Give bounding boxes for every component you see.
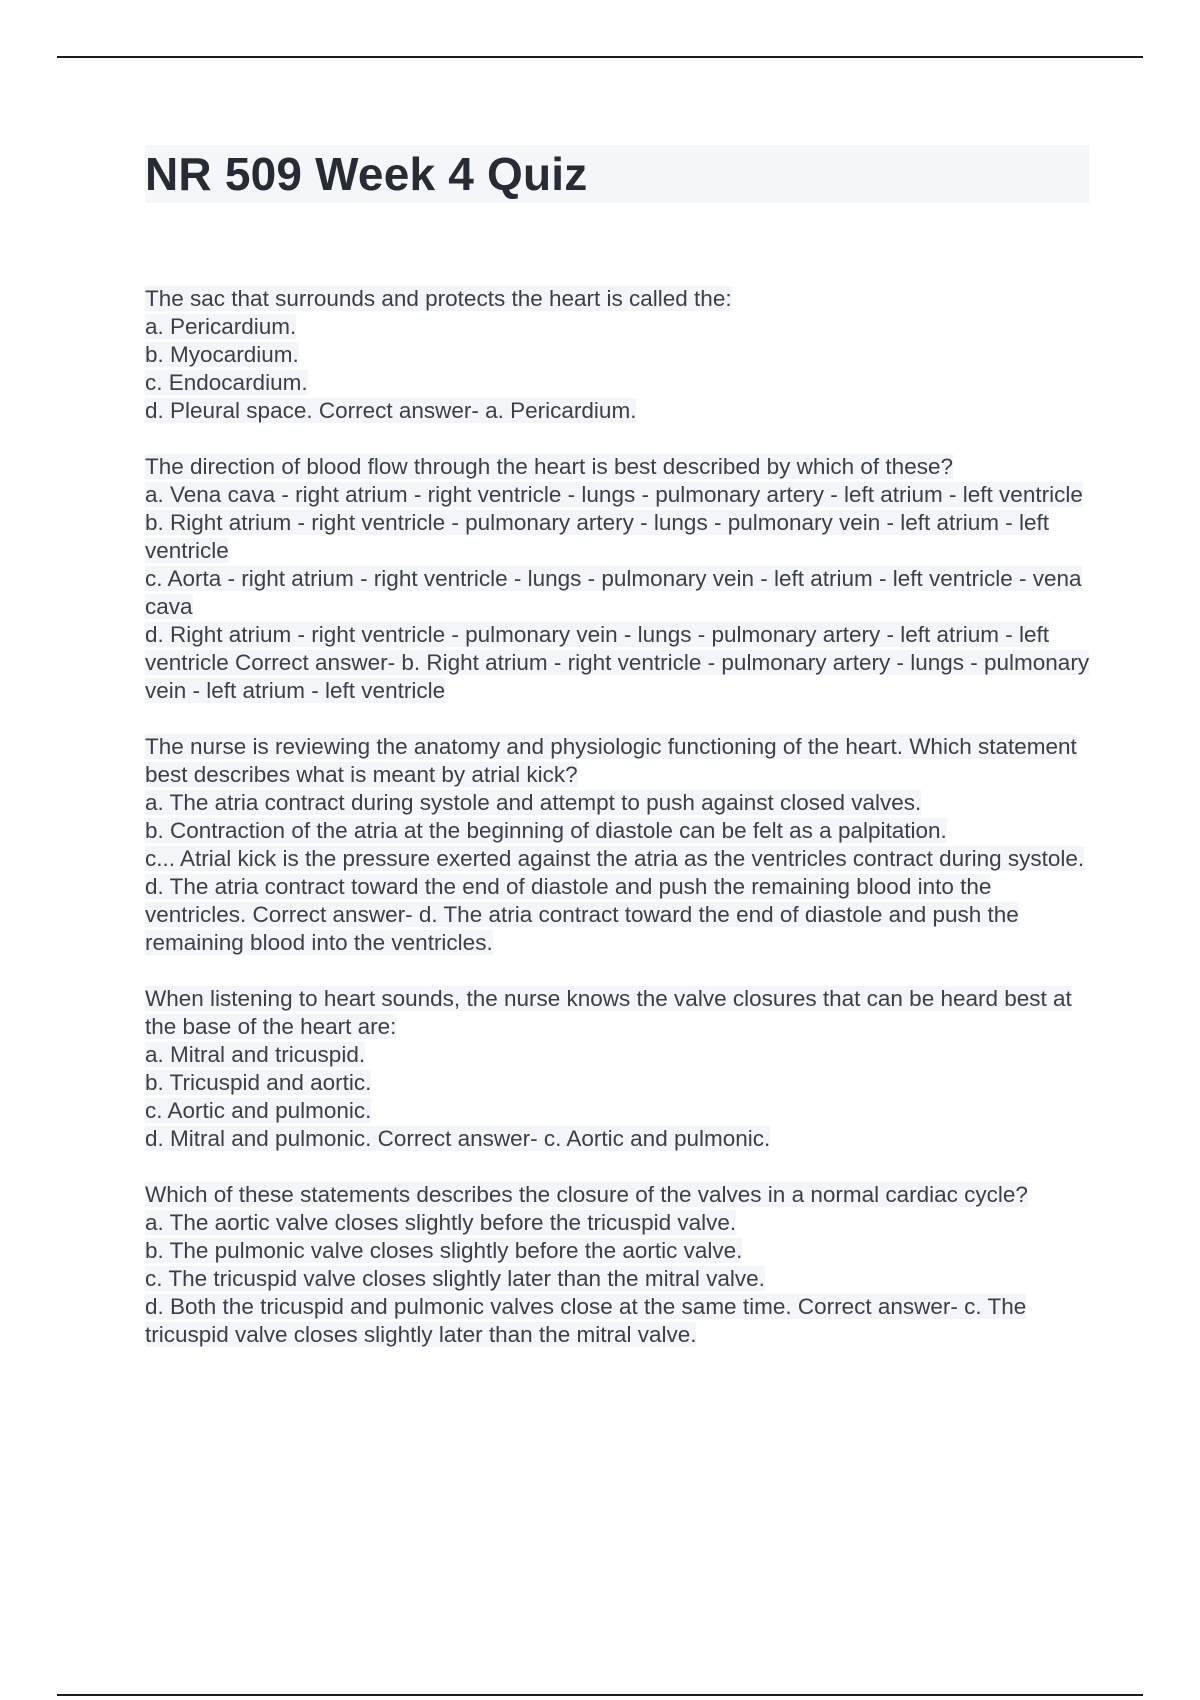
answer-option: c. Endocardium. (145, 370, 308, 395)
answer-option: b. Right atrium - right ventricle - pulmonary artery - lungs - pulmonary vein - left atrium - left ventricle (145, 510, 1050, 563)
question-text: The sac that surrounds and protects the heart is called the: (145, 286, 732, 311)
top-rule (57, 56, 1143, 58)
answer-option: b. Contraction of the atria at the beginning of diastole can be felt as a palpitation. (145, 818, 947, 843)
question-block-1 (145, 285, 1095, 425)
answer-option: a. Pericardium. (145, 314, 297, 339)
question-block-5 (145, 1181, 1095, 1349)
answer-option: c. The tricuspid valve closes slightly later than the mitral valve. (145, 1266, 765, 1291)
question-text: The direction of blood flow through the heart is best described by which of these? (145, 454, 953, 479)
answer-option: a. Vena cava - right atrium - right ventricle - lungs - pulmonary artery - left atrium - left ventricle (145, 482, 1083, 507)
answer-option: c... Atrial kick is the pressure exerted against the atria as the ventricles contract during systole. (145, 846, 1085, 871)
question-text: When listening to heart sounds, the nurse knows the valve closures that can be heard best at the base of the heart are: (145, 986, 1072, 1039)
answer-option: b. Tricuspid and aortic. (145, 1070, 372, 1095)
page-title: NR 509 Week 4 Quiz (145, 148, 588, 200)
answer-option-with-correct-answer: d. Both the tricuspid and pulmonic valves close at the same time. Correct answer- c. The tricuspid valve closes slightly later than the mitral valve. (145, 1294, 1027, 1347)
answer-option-with-correct-answer: d. The atria contract toward the end of diastole and push the remaining blood into the ventricles. Correct answer- d. The atria contract toward the end of diastole and push the remaining blood into the ventricles. (145, 874, 1019, 955)
answer-option-with-correct-answer: d. Pleural space. Correct answer- a. Pericardium. (145, 398, 637, 423)
question-block-2 (145, 453, 1095, 705)
bottom-rule (57, 1694, 1143, 1696)
answer-option: c. Aortic and pulmonic. (145, 1098, 372, 1123)
question-text: The nurse is reviewing the anatomy and physiologic functioning of the heart. Which statement best describes what is meant by atrial kick? (145, 734, 1077, 787)
question-text: Which of these statements describes the closure of the valves in a normal cardiac cycle? (145, 1182, 1028, 1207)
answer-option: c. Aorta - right atrium - right ventricle - lungs - pulmonary vein - left atrium - left ventricle - vena cava (145, 566, 1082, 619)
answer-option: a. The atria contract during systole and attempt to push against closed valves. (145, 790, 922, 815)
quiz-content (145, 285, 1095, 1377)
answer-option: a. Mitral and tricuspid. (145, 1042, 366, 1067)
answer-option: b. Myocardium. (145, 342, 299, 367)
question-block-4 (145, 985, 1095, 1153)
answer-option-with-correct-answer: d. Right atrium - right ventricle - pulmonary vein - lungs - pulmonary artery - left atrium - left ventricle Correct answer- b. Right atrium - right ventricle - pulmonary artery - lungs - pulmonary vein - left atrium - left ventricle (145, 622, 1090, 703)
answer-option: a. The aortic valve closes slightly before the tricuspid valve. (145, 1210, 737, 1235)
answer-option: b. The pulmonic valve closes slightly before the aortic valve. (145, 1238, 743, 1263)
question-block-3 (145, 733, 1095, 957)
answer-option-with-correct-answer: d. Mitral and pulmonic. Correct answer- c. Aortic and pulmonic. (145, 1126, 771, 1151)
